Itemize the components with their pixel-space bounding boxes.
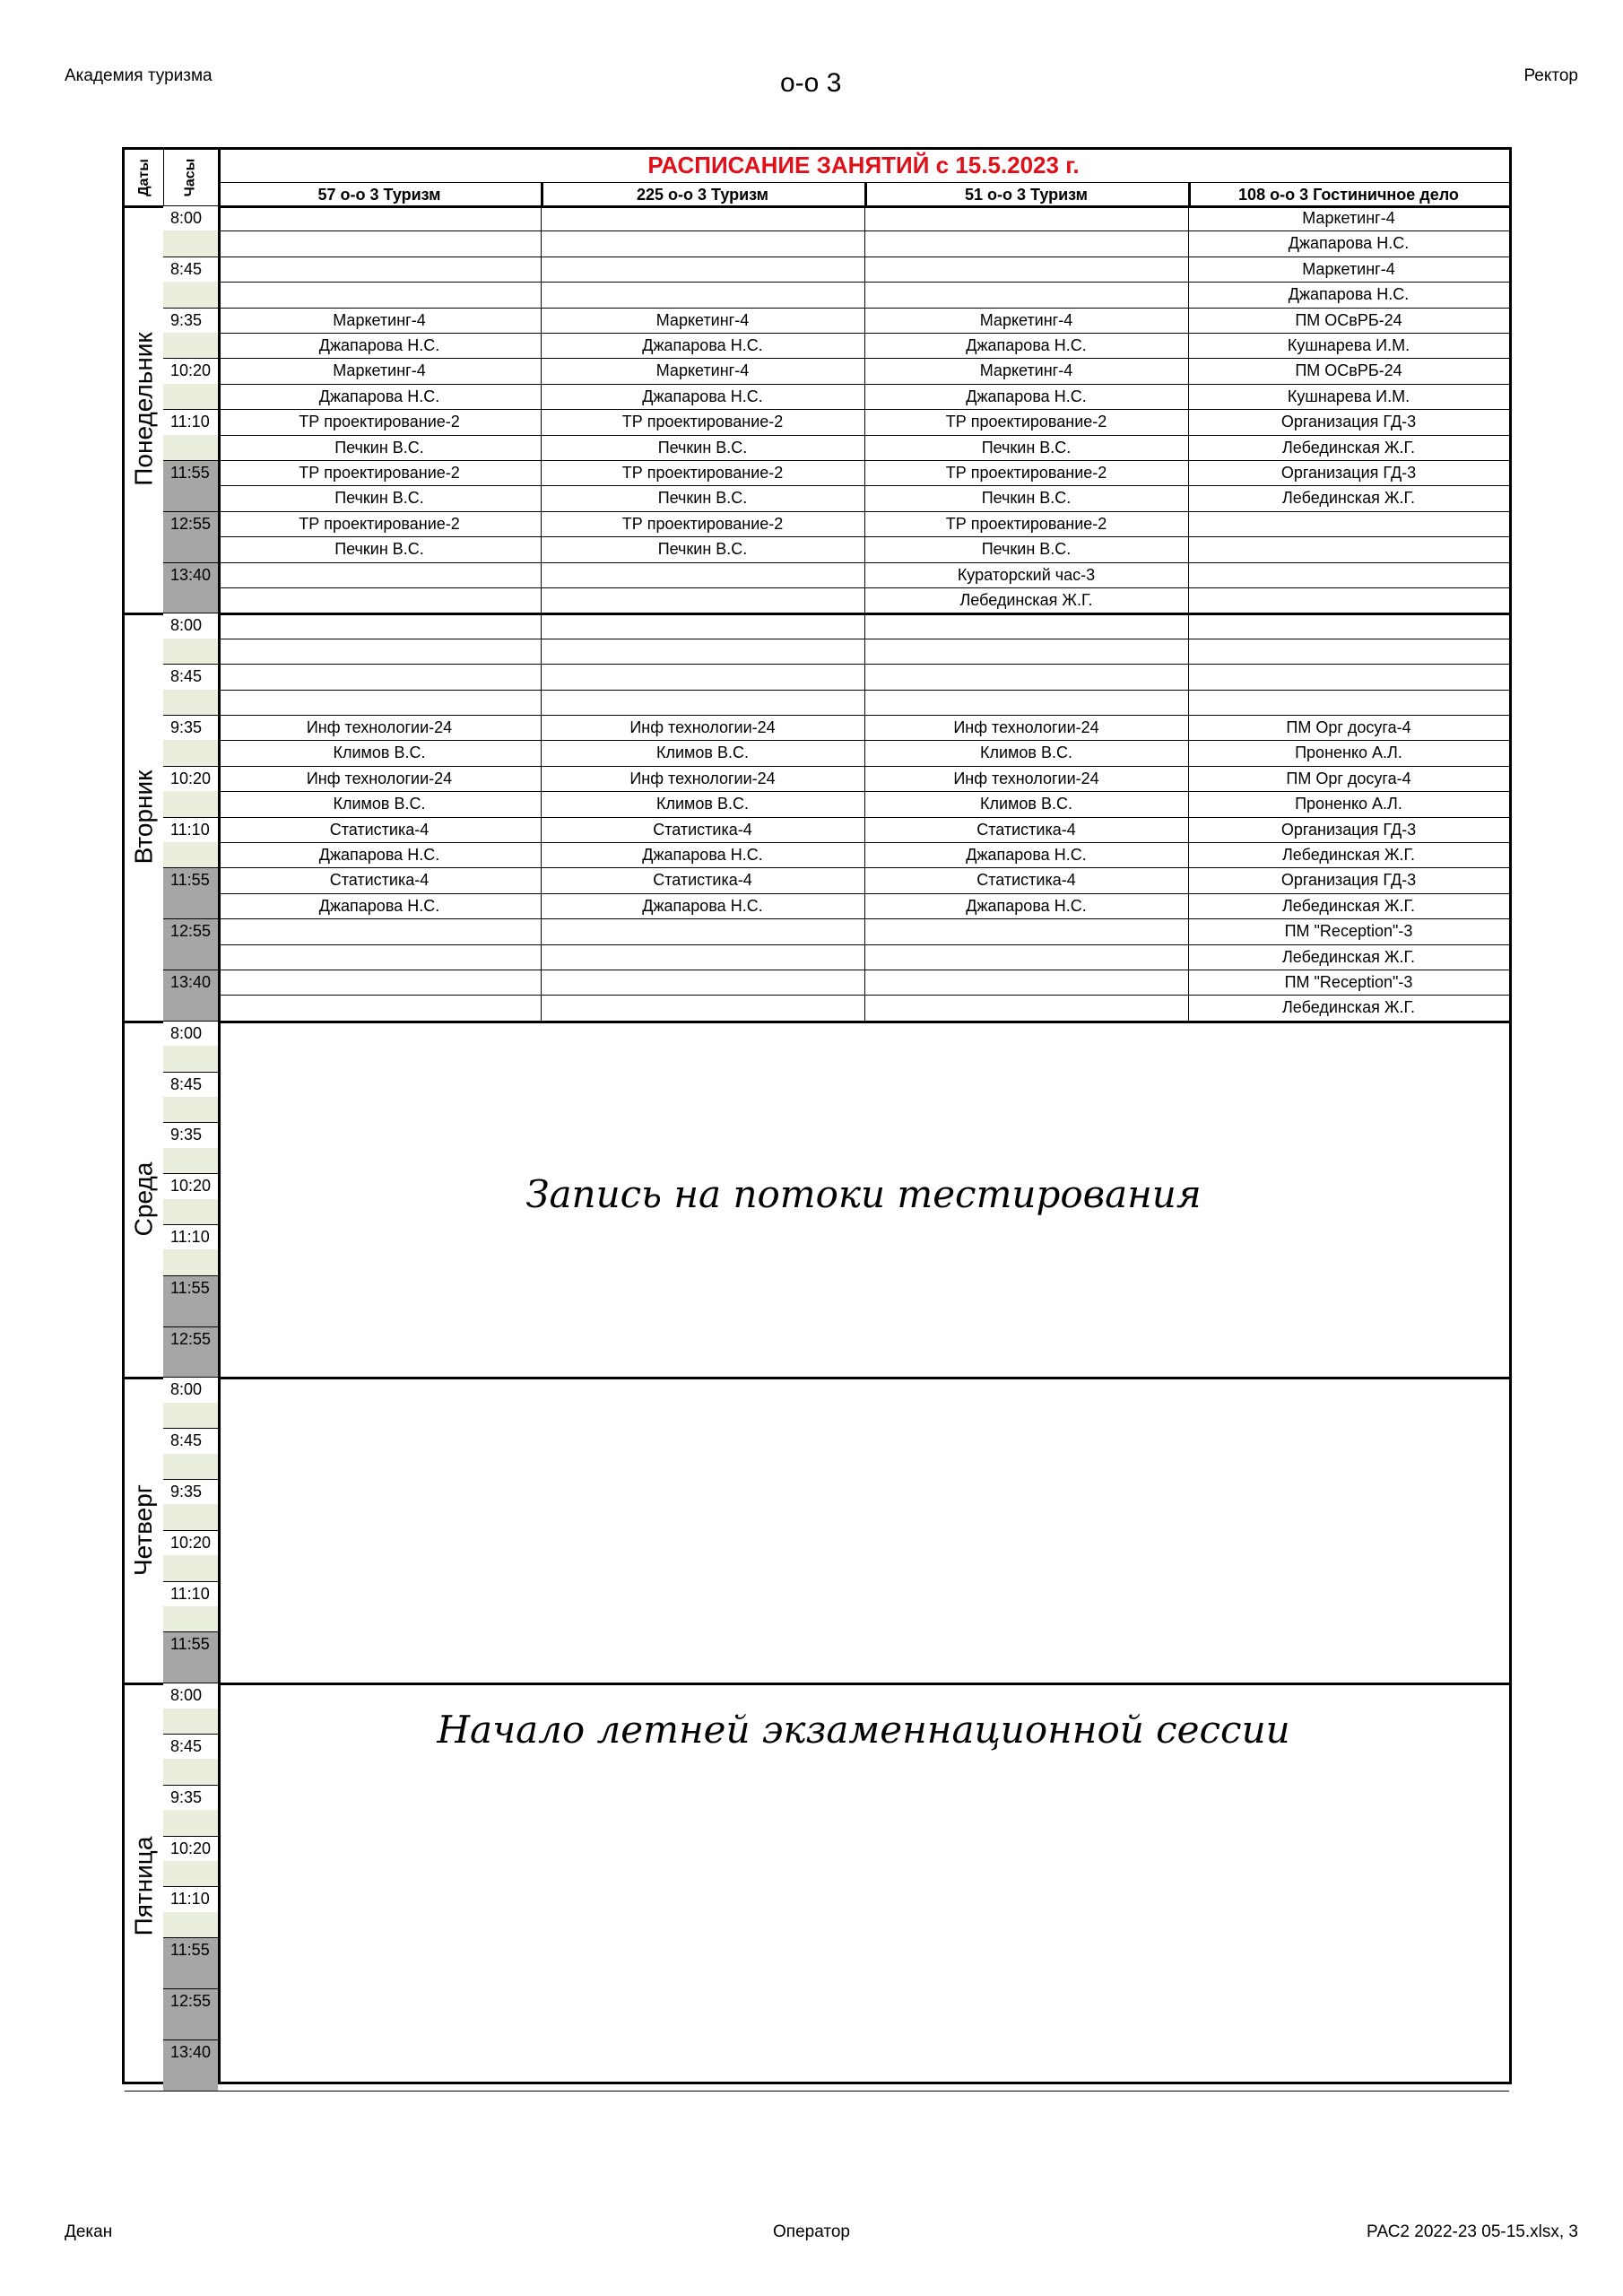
time-slot-shade	[163, 282, 218, 307]
grid-line	[218, 358, 1509, 359]
lesson-cell	[218, 995, 541, 1020]
grid-line	[163, 1988, 218, 1989]
lesson-cell	[864, 639, 1188, 664]
lesson-cell: Джапарова Н.С.	[642, 896, 763, 915]
lesson-cell: Инф технологии-24	[953, 769, 1099, 787]
lesson-cell	[864, 230, 1188, 256]
grid-line	[163, 1021, 218, 1022]
grid-line	[125, 2091, 1509, 2092]
footer-left: Декан	[65, 2222, 113, 2241]
grid-line	[125, 1377, 1509, 1379]
lesson-cell: ТР проектирование-2	[945, 464, 1107, 482]
lesson-cell	[864, 205, 1188, 230]
lesson-cell: Статистика-4	[653, 871, 752, 890]
time-slot: 8:00	[163, 205, 218, 257]
lesson-cell	[541, 257, 864, 282]
grid-line	[218, 740, 1509, 741]
grid-line	[163, 1173, 218, 1174]
lesson-cell	[541, 230, 864, 256]
lesson-cell: Печкин В.С.	[334, 438, 424, 457]
time-slot-shade	[163, 740, 218, 765]
dates-label: Даты	[135, 159, 152, 196]
grid-line	[1188, 613, 1189, 1020]
grid-line	[163, 817, 218, 818]
lesson-cell	[541, 995, 864, 1020]
time-slot: 13:40	[163, 970, 218, 1021]
lesson-cell: Климов В.С.	[980, 795, 1072, 813]
grid-line	[218, 995, 1509, 996]
grid-line	[218, 308, 1509, 309]
lesson-cell: Джапарова Н.С.	[318, 896, 440, 915]
day-name: Четверг	[129, 1483, 158, 1576]
lesson-cell: Лебединская Ж.Г.	[1281, 998, 1416, 1017]
time-slot-shade	[163, 1504, 218, 1529]
lesson-cell: Маркетинг-4	[333, 310, 426, 329]
lesson-cell: Печкин В.С.	[981, 540, 1072, 559]
grid-line	[163, 1326, 218, 1327]
grid-line	[218, 536, 1509, 537]
lesson-cell	[864, 970, 1188, 995]
lesson-cell: Джапарова Н.С.	[318, 846, 440, 864]
grid-line	[218, 511, 1509, 512]
lesson-cell: ПМ Орг досуга-4	[1286, 718, 1411, 736]
grid-line	[218, 893, 1509, 894]
lesson-cell	[864, 664, 1188, 689]
header-right: Ректор	[1523, 66, 1578, 85]
day-name: Среда	[129, 1161, 158, 1236]
time-slot-shade	[163, 1861, 218, 1886]
grid-line	[163, 2039, 218, 2040]
time-slot: 8:00	[163, 1377, 218, 1428]
lesson-cell: Лебединская Ж.Г.	[1281, 947, 1416, 966]
lesson-cell: Джапарова Н.С.	[966, 896, 1087, 915]
time-slot: 11:55	[163, 1937, 218, 1988]
lesson-cell: Печкин В.С.	[981, 489, 1072, 508]
grid-line	[163, 1479, 218, 1480]
schedule-table	[122, 147, 1512, 2084]
lesson-cell: Статистика-4	[976, 871, 1076, 890]
lesson-cell	[864, 918, 1188, 944]
lesson-cell: Маркетинг-4	[333, 361, 426, 380]
grid-line	[163, 460, 218, 461]
day-label	[125, 1021, 163, 1378]
grid-line	[218, 435, 1509, 436]
time-slot-shade	[163, 1148, 218, 1173]
lesson-cell: Печкин В.С.	[334, 540, 424, 559]
lesson-cell: ПМ Орг досуга-4	[1286, 769, 1411, 787]
grid-line	[218, 333, 1509, 334]
footer-center: Оператор	[773, 2222, 850, 2241]
lesson-cell	[1188, 664, 1509, 689]
lesson-cell	[541, 587, 864, 613]
lesson-cell	[218, 944, 541, 970]
lesson-cell	[541, 282, 864, 307]
grid-line	[163, 1631, 218, 1632]
grid-line	[218, 791, 1509, 792]
lesson-cell: Инф технологии-24	[306, 769, 453, 787]
lesson-cell: Маркетинг-4	[1302, 209, 1395, 227]
time-slot: 11:55	[163, 1631, 218, 1683]
lesson-cell: Джапарова Н.С.	[1288, 285, 1410, 304]
header-left: Академия туризма	[65, 66, 213, 85]
grid-line	[864, 205, 865, 613]
lesson-cell: Лебединская Ж.Г.	[1281, 438, 1416, 457]
lesson-cell: Джапарова Н.С.	[966, 336, 1087, 354]
lesson-cell	[864, 257, 1188, 282]
time-slot-shade	[163, 842, 218, 867]
lesson-cell	[541, 690, 864, 715]
lesson-cell: Статистика-4	[329, 820, 430, 839]
grid-line	[1188, 182, 1191, 205]
lesson-cell	[1188, 511, 1509, 536]
time-slot: 11:10	[163, 1224, 218, 1275]
lesson-cell: ТР проектирование-2	[299, 514, 460, 533]
lesson-cell: Лебединская Ж.Г.	[959, 591, 1093, 609]
grid-line	[163, 766, 218, 767]
lesson-cell	[218, 918, 541, 944]
grid-line	[864, 613, 865, 1020]
lesson-cell: Организация ГД-3	[1280, 464, 1417, 482]
time-slot: 10:20	[163, 1836, 218, 1887]
lesson-cell	[541, 918, 864, 944]
footer-right: РАС2 2022-23 05-15.xlsx, 3	[1367, 2222, 1578, 2241]
time-slot: 13:40	[163, 2039, 218, 2091]
time-slot-shade	[163, 230, 218, 256]
lesson-cell: Джапарова Н.С.	[642, 846, 763, 864]
lesson-cell	[218, 639, 541, 664]
hours-label: Часы	[182, 158, 198, 197]
grid-line	[218, 587, 1509, 588]
time-slot-shade	[163, 1046, 218, 1071]
lesson-cell: Инф технологии-24	[629, 769, 776, 787]
time-slot-shade	[163, 1555, 218, 1580]
grid-line	[864, 182, 867, 205]
day-name: Понедельник	[129, 332, 158, 486]
lesson-cell	[218, 970, 541, 995]
lesson-cell: Маркетинг-4	[655, 310, 750, 329]
grid-line	[541, 205, 542, 613]
lesson-cell: Джапарова Н.С.	[1288, 234, 1410, 253]
header-center: о-о 3	[780, 68, 842, 98]
lesson-cell: Джапарова Н.С.	[642, 336, 763, 354]
lesson-cell	[864, 690, 1188, 715]
grid-line	[218, 766, 1509, 767]
time-slot: 10:20	[163, 1530, 218, 1581]
time-slot-shade	[163, 1249, 218, 1274]
lesson-cell: Маркетинг-4	[655, 361, 750, 380]
lesson-cell	[218, 230, 541, 256]
grid-line	[218, 230, 1509, 231]
lesson-cell: Маркетинг-4	[979, 361, 1073, 380]
grid-line	[163, 1734, 218, 1735]
lesson-cell: ТР проектирование-2	[945, 413, 1107, 431]
grid-line	[163, 715, 218, 716]
lesson-cell: Статистика-4	[976, 820, 1076, 839]
time-slot-shade	[163, 1709, 218, 1734]
time-slot: 11:55	[163, 1275, 218, 1326]
lesson-cell: ТР проектирование-2	[621, 413, 784, 431]
wednesday-note: Запись на потоки тестирования	[525, 1171, 1202, 1216]
time-slot: 8:45	[163, 257, 218, 308]
time-slot-shade	[163, 1606, 218, 1631]
time-slot: 12:55	[163, 918, 218, 970]
time-slot: 11:55	[163, 460, 218, 511]
time-slot-shade	[163, 1097, 218, 1122]
grid-line	[163, 1581, 218, 1582]
lesson-cell: ПМ ОСвРБ-24	[1295, 310, 1402, 329]
lesson-cell: ТР проектирование-2	[945, 514, 1107, 533]
lesson-cell	[218, 664, 541, 689]
lesson-cell: Инф технологии-24	[629, 718, 776, 736]
grid-line	[541, 182, 543, 205]
day-label	[125, 1683, 163, 2090]
lesson-cell: Джапарова Н.С.	[642, 387, 763, 405]
time-slot: 13:40	[163, 562, 218, 613]
lesson-cell: Климов В.С.	[333, 744, 426, 762]
time-slot: 11:10	[163, 817, 218, 868]
grid-line	[163, 511, 218, 512]
grid-line	[218, 384, 1509, 385]
lesson-cell: ПМ ОСвРБ-24	[1295, 361, 1402, 380]
time-slot: 12:55	[163, 511, 218, 562]
lesson-cell	[218, 282, 541, 307]
grid-line	[125, 1683, 1509, 1685]
time-slot: 8:45	[163, 664, 218, 715]
lesson-cell	[864, 282, 1188, 307]
lesson-cell: Проненко А.Л.	[1295, 744, 1402, 762]
lesson-cell: Инф технологии-24	[306, 718, 453, 736]
time-slot: 8:00	[163, 1683, 218, 1734]
time-slot-shade	[163, 435, 218, 460]
lesson-cell	[218, 587, 541, 613]
grid-line	[218, 182, 1509, 183]
lesson-cell: Маркетинг-4	[1302, 259, 1395, 278]
day-label	[125, 1377, 163, 1683]
time-slot-shade	[163, 384, 218, 409]
lesson-cell	[1188, 613, 1509, 638]
grid-line	[163, 1785, 218, 1786]
lesson-cell: Лебединская Ж.Г.	[1281, 489, 1416, 508]
lesson-cell	[541, 664, 864, 689]
time-slot-shade	[163, 1403, 218, 1428]
grid-line	[218, 460, 1509, 461]
grid-line	[163, 1377, 218, 1378]
time-slot-shade	[163, 690, 218, 715]
time-slot: 9:35	[163, 1122, 218, 1173]
grid-line	[218, 944, 1509, 945]
lesson-cell: Статистика-4	[329, 871, 430, 890]
grid-line	[218, 817, 1509, 818]
time-slot: 8:45	[163, 1072, 218, 1123]
grid-line	[218, 409, 1509, 410]
time-slot: 9:35	[163, 715, 218, 766]
grid-line	[163, 1836, 218, 1837]
time-slot-shade	[163, 1199, 218, 1224]
grid-line	[218, 715, 1509, 716]
time-slot: 10:20	[163, 1173, 218, 1224]
lesson-cell: Кушнарева И.М.	[1287, 387, 1410, 405]
lesson-cell	[864, 613, 1188, 638]
lesson-cell	[541, 970, 864, 995]
lesson-cell	[541, 562, 864, 587]
group-header: 225 о-о 3 Туризм	[637, 186, 768, 204]
grid-line	[163, 918, 218, 919]
time-slot: 9:35	[163, 308, 218, 359]
lesson-cell	[541, 944, 864, 970]
lesson-cell: Маркетинг-4	[979, 310, 1073, 329]
lesson-cell	[218, 613, 541, 638]
lesson-cell	[1188, 639, 1509, 664]
grid-line	[218, 842, 1509, 843]
grid-line	[163, 867, 218, 868]
lesson-cell	[864, 995, 1188, 1020]
time-slot: 9:35	[163, 1479, 218, 1530]
time-slot: 11:10	[163, 1886, 218, 1937]
lesson-cell	[1188, 536, 1509, 561]
grid-line	[163, 1428, 218, 1429]
time-slot-shade	[163, 1454, 218, 1479]
grid-line	[163, 562, 218, 563]
lesson-cell	[218, 205, 541, 230]
time-slot: 8:45	[163, 1734, 218, 1785]
lesson-cell: Лебединская Ж.Г.	[1281, 846, 1416, 864]
time-slot: 11:10	[163, 409, 218, 460]
lesson-cell: ТР проектирование-2	[299, 464, 460, 482]
lesson-cell: Джапарова Н.С.	[966, 387, 1087, 405]
lesson-cell: ПМ "Reception"-3	[1284, 973, 1413, 991]
grid-line	[163, 358, 218, 359]
grid-line	[163, 664, 218, 665]
grid-line	[218, 282, 1509, 283]
lesson-cell	[1188, 690, 1509, 715]
grid-line	[218, 867, 1509, 868]
grid-line	[163, 1122, 218, 1123]
lesson-cell	[1188, 587, 1509, 613]
lesson-cell: Организация ГД-3	[1280, 413, 1417, 431]
lesson-cell: Кураторский час-3	[957, 565, 1096, 584]
lesson-cell: Климов В.С.	[656, 744, 749, 762]
grid-line	[163, 1275, 218, 1276]
schedule-title: РАСПИСАНИЕ ЗАНЯТИЙ с 15.5.2023 г.	[647, 152, 1080, 178]
time-slot-shade	[163, 333, 218, 358]
lesson-cell	[218, 257, 541, 282]
grid-line	[163, 1886, 218, 1887]
lesson-cell	[541, 613, 864, 638]
grid-line	[218, 562, 1509, 563]
group-header: 51 о-о 3 Туризм	[965, 186, 1088, 204]
lesson-cell: Джапарова Н.С.	[966, 846, 1087, 864]
day-name: Вторник	[129, 770, 158, 864]
grid-line	[163, 308, 218, 309]
grid-line	[218, 690, 1509, 691]
grid-line	[163, 409, 218, 410]
lesson-cell: Климов В.С.	[980, 744, 1072, 762]
time-slot-shade	[163, 1912, 218, 1937]
lesson-cell	[864, 944, 1188, 970]
grid-line	[163, 1937, 218, 1938]
time-slot-shade	[163, 791, 218, 816]
hours-column-header	[163, 150, 218, 205]
time-slot: 8:00	[163, 1021, 218, 1072]
lesson-cell: Лебединская Ж.Г.	[1281, 896, 1416, 915]
lesson-cell: Печкин В.С.	[657, 438, 748, 457]
grid-line	[163, 1530, 218, 1531]
lesson-cell: Кушнарева И.М.	[1287, 336, 1410, 354]
grid-line	[125, 1021, 1509, 1023]
lesson-cell: Климов В.С.	[656, 795, 749, 813]
lesson-cell	[541, 639, 864, 664]
lesson-cell: Инф технологии-24	[953, 718, 1099, 736]
time-slot: 11:10	[163, 1581, 218, 1632]
lesson-cell: Проненко А.Л.	[1295, 795, 1402, 813]
session-note: Начало летней экзаменнационной сессии	[437, 1708, 1290, 1752]
lesson-cell: Печкин В.С.	[657, 540, 748, 559]
dates-column-header	[125, 150, 163, 205]
time-slot: 9:35	[163, 1785, 218, 1836]
time-slot: 10:20	[163, 358, 218, 409]
day-name: Пятница	[129, 1836, 158, 1936]
grid-line	[163, 1072, 218, 1073]
day-label	[125, 613, 163, 1020]
group-header: 57 о-о 3 Туризм	[317, 186, 441, 204]
time-slot: 8:45	[163, 1428, 218, 1479]
time-slot: 12:55	[163, 1988, 218, 2039]
day-label	[125, 205, 163, 613]
grid-line	[163, 1224, 218, 1225]
lesson-cell	[218, 690, 541, 715]
lesson-cell: Климов В.С.	[333, 795, 426, 813]
lesson-cell: ТР проектирование-2	[621, 464, 784, 482]
lesson-cell	[541, 205, 864, 230]
grid-line	[218, 485, 1509, 486]
lesson-cell	[218, 562, 541, 587]
grid-line	[163, 205, 218, 206]
grid-line	[541, 613, 542, 1020]
lesson-cell: ТР проектирование-2	[621, 514, 784, 533]
time-slot: 8:00	[163, 613, 218, 664]
lesson-cell: Организация ГД-3	[1280, 871, 1417, 890]
time-slot-shade	[163, 1810, 218, 1835]
time-slot: 11:55	[163, 867, 218, 918]
grid-line	[1188, 205, 1189, 613]
lesson-cell: Джапарова Н.С.	[318, 336, 440, 354]
time-slot: 12:55	[163, 1326, 218, 1378]
lesson-cell	[1188, 562, 1509, 587]
lesson-cell: ТР проектирование-2	[299, 413, 460, 431]
time-slot: 10:20	[163, 766, 218, 817]
lesson-cell: Организация ГД-3	[1280, 820, 1417, 839]
lesson-cell: ПМ "Reception"-3	[1284, 922, 1413, 941]
lesson-cell: Печкин В.С.	[657, 489, 748, 508]
lesson-cell: Статистика-4	[653, 820, 752, 839]
lesson-cell: Печкин В.С.	[334, 489, 424, 508]
lesson-cell: Джапарова Н.С.	[318, 387, 440, 405]
grid-line	[218, 918, 1509, 919]
group-header: 108 о-о 3 Гостиничное дело	[1238, 186, 1459, 204]
time-slot-shade	[163, 1759, 218, 1784]
time-slot-shade	[163, 639, 218, 664]
grid-line	[218, 664, 1509, 665]
lesson-cell: Печкин В.С.	[981, 438, 1072, 457]
